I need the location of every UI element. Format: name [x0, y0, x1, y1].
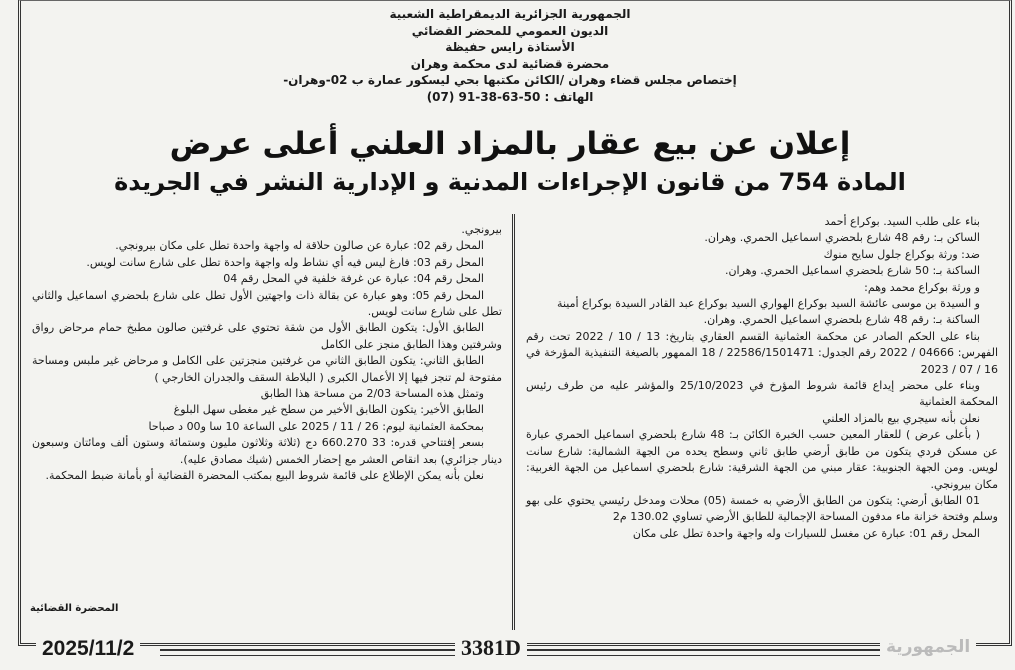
header-line: الجمهورية الجزائرية الديمقراطية الشعبية [389, 7, 631, 21]
paragraph: ( بأعلى عرض ) للعقار المعين حسب الخبرة الكائن بـ: 48 شارع بلحضري اسماعيل الحمري عبارة عن مسكن فردي يتكون من طابق أرضي طابق ثاني وسطح يحده من الجهة الشمالية: شارع سانت لويس. ومن الجهة الجنوبية: عقار مبني من الجهة الشرقية: شارع بلحضري اسماعيل من الجهة الغربية: مكان بيرونجي. [526, 428, 998, 491]
column-divider [512, 214, 518, 630]
paragraph: بناء على طلب السيد. بوكراع أحمد [824, 215, 980, 228]
paragraph: الساكنة بـ: 50 شارع بلحضري اسماعيل الحمري. وهران. [724, 264, 980, 278]
notice-subtitle: المادة 754 من قانون الإجراءات المدنية و الإدارية النشر في الجريدة [114, 168, 906, 196]
notice-title: إعلان عن بيع عقار بالمزاد العلني أعلى عرض [169, 126, 851, 162]
paragraph: المحل رقم 03: فارغ ليس فيه أي نشاط وله واجهة واحدة تطل على شارع سانت لويس. [86, 255, 484, 269]
newspaper-logo: الجمهورية [880, 637, 976, 657]
paragraph: وبناء على محضر إيداع قائمة شروط المؤرخ في 25/10/2023 والمؤشر عليه من طرف رئيس المحكمة العثمانية [526, 379, 998, 409]
paragraph: المحل رقم 02: عبارة عن صالون حلاقة له واجهة واحدة تطل على مكان بيرونجي. [115, 239, 484, 253]
paragraph: ضد: ورثة بوكراع جلول سايح منوك [823, 247, 980, 261]
left-column-text [32, 222, 502, 485]
paragraph: بسعر إفتتاحي قدره: 33 660.270 دج (ثلاثة وثلاثون مليون وستمائة وستون ألف ومائتان وسبعون دينار جزائري) بعد انقاص العشر مع إحضار الخمس (شيك مصادق عليه). [32, 436, 502, 466]
paragraph: الساكن بـ: رقم 48 شارع بلحضري اسماعيل الحمري. وهران. [704, 231, 980, 245]
header-line: إختصاص مجلس قضاء وهران /الكائن مكتبها بحي ليسكور عمارة ب 02-وهران- [283, 73, 737, 87]
header-phone: الهاتف : 50-63-38-91 (07) [426, 89, 594, 104]
publication-date: 2025/11/2 [36, 637, 140, 661]
paragraph: بمحكمة العثمانية ليوم: 26 / 11 / 2025 على الساعة 10 سا و00 د صباحا [148, 419, 484, 433]
paragraph: المحل رقم 01: عبارة عن مغسل للسيارات وله واجهة واحدة تطل على مكان [632, 526, 980, 540]
paragraph: 01 الطابق أرضي: يتكون من الطابق الأرضي به خمسة (05) محلات ومدخل رئيسي يحتوي على بهو وسلم وفتحة خزانة ماء مدفون المساحة الإجمالية للطابق الأرضي تساوي 130.02 م2 [526, 493, 998, 524]
header-line: محضرة قضائية لدى محكمة وهران [410, 56, 610, 71]
paragraph: الطابق الأول: يتكون الطابق الأول من شقة تحتوي على غرفتين صالون مطبخ حمام مرحاض رواق وشرفتين وهذا الطابق منجز على الكامل [32, 321, 502, 351]
paragraph: الطابق الأخير: يتكون الطابق الأخير من سطح غير مغطى سهل البلوغ [173, 403, 484, 417]
paragraph: و السيدة بن موسى عائشة السيد بوكراع الهواري السيد بوكراع عبد القادر السيدة بوكراع أمينة [557, 297, 980, 311]
paragraph: المحل رقم 04: عبارة عن غرفة خلفية في المحل رقم 04 [223, 272, 484, 286]
paragraph: الساكنة بـ: رقم 48 شارع بلحضري اسماعيل الحمري. وهران. [703, 313, 980, 327]
signature: المحضرة القضائية [30, 603, 119, 614]
paragraph: نعلن بأنه سيجري بيع بالمزاد العلني [822, 411, 980, 425]
header-line: الديون العمومي للمحضر القضائي [411, 23, 609, 38]
paragraph: المحل رقم 05: وهو عبارة عن بقالة ذات واجهتين الأول تطل على شارع بلحضري اسماعيل والثاني تطل على شارع سانت لويس. [32, 288, 502, 319]
paragraph: بناء على الحكم الصادر عن محكمة العثمانية القسم العقاري بتاريخ: 13 / 10 / 2022 تحت رقم الفهرس: 04666 / 2022 رقم الجدول: 22586/1501471 / 18 الممهور بالصيغة التنفيذية المؤرخة في 16 / 07 / 2023 [526, 329, 999, 376]
paragraph: و ورثة بوكراع محمد وهم: [864, 280, 980, 294]
header-line: الأستاذة رايس حفيظة [445, 40, 575, 54]
right-column-text [526, 214, 998, 542]
issuer-header [200, 6, 820, 105]
paragraph: الطابق الثاني: يتكون الطابق الثاني من غرفتين منجزتين على الكامل و مرحاض غير ملبس ومساحة مفتوحة لم تنجز فيها إلا الأعمال الكبرى ( البلاطة السقف والجدران الخارجي ) [32, 354, 502, 384]
ad-number: 3381D [455, 635, 527, 661]
paragraph: نعلن بأنه يمكن الإطلاع على قائمة شروط البيع بمكتب المحضرة القضائية أو بأمانة ضبط المحكمة. [45, 469, 484, 483]
paragraph: وتمثل هذه المساحة 2/03 من مساحة هذا الطابق [260, 387, 484, 401]
paragraph: بيرونجي. [461, 223, 502, 236]
